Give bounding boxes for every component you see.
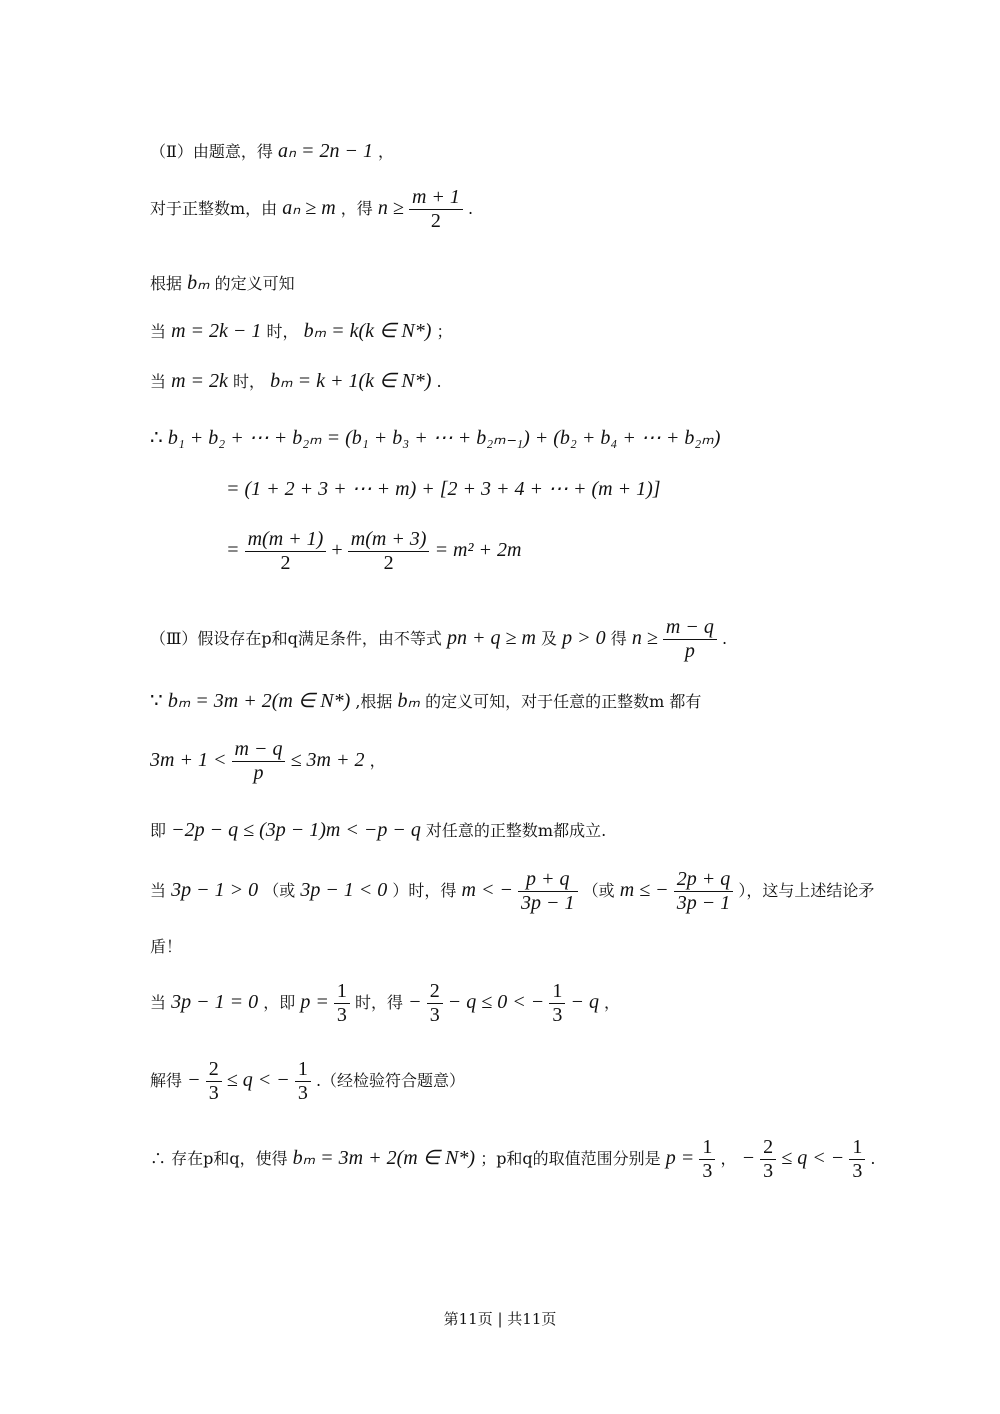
numerator: m(m + 3)	[348, 528, 430, 552]
denominator: 2	[280, 552, 291, 574]
text: ；p和q的取值范围分别是	[480, 1149, 661, 1168]
numerator: 1	[699, 1136, 715, 1160]
denominator: p	[684, 640, 695, 662]
part3-line8	[150, 1058, 465, 1105]
text: 得	[610, 629, 627, 648]
an-formula: aₙ = 2n − 1	[277, 140, 373, 162]
part2-line1	[150, 138, 394, 163]
numerator: m + 1	[409, 186, 463, 210]
sum-line3	[226, 528, 521, 575]
period: .	[468, 199, 474, 218]
text: 时，	[266, 322, 299, 341]
minus: −	[408, 991, 422, 1013]
text: （或	[582, 881, 615, 900]
denominator: 3	[336, 1004, 347, 1026]
text: ∴ 存在p和q，使得	[150, 1149, 288, 1168]
denominator: 3	[208, 1082, 219, 1104]
sum-equation: = (1 + 2 + 3 + ⋯ + m) + [2 + 3 + 4 + ⋯ + (m + 1)]	[226, 478, 661, 500]
part2-line3	[150, 270, 295, 295]
denominator: p	[253, 762, 264, 784]
text: 当	[150, 881, 167, 900]
expression: − q	[570, 991, 599, 1013]
comma: ，	[604, 993, 621, 1012]
part3-line3	[150, 738, 386, 785]
numerator: m − q	[232, 738, 286, 762]
period: .	[870, 1149, 876, 1168]
part2-intro: （Ⅱ）由题意，得	[150, 142, 273, 161]
part3-line4	[150, 818, 606, 842]
comma: ，	[378, 142, 395, 161]
because-symbol: ∵	[150, 690, 163, 712]
fraction	[663, 616, 717, 663]
text: 对于正整数m，由	[150, 199, 278, 218]
text: ）时，得	[392, 881, 457, 900]
text: 当	[150, 993, 167, 1012]
equation: bₘ = 3m + 2(m ∈ N*)	[292, 1147, 476, 1169]
result: bₘ = k + 1(k ∈ N*)	[270, 370, 432, 392]
part2-line4	[150, 318, 453, 343]
equation: p =	[665, 1147, 695, 1169]
inequality: 3m + 1 <	[150, 749, 227, 771]
numerator: 1	[334, 980, 350, 1004]
inequality: n ≥	[631, 627, 658, 649]
fraction	[409, 186, 463, 233]
fraction	[699, 1136, 715, 1183]
part3-line1	[150, 616, 727, 663]
denominator: 3	[763, 1160, 774, 1182]
numerator: p + q	[518, 868, 578, 892]
text: ，即	[263, 993, 296, 1012]
inequality: ≤ q < −	[781, 1147, 845, 1169]
minus: −	[741, 1147, 756, 1169]
text: 的定义可知，对于任意的正整数m 都有	[425, 692, 702, 711]
fraction	[232, 738, 286, 785]
fraction	[674, 868, 734, 915]
text: （或	[263, 881, 296, 900]
condition: 3p − 1 = 0	[171, 991, 259, 1013]
sum-line1	[150, 425, 720, 450]
part3-line5	[150, 868, 874, 915]
fraction	[849, 1136, 865, 1183]
condition: 3p − 1 > 0	[171, 879, 259, 901]
text: ,根据	[355, 692, 393, 711]
text: .（经检验符合题意）	[315, 1071, 466, 1090]
period: .	[721, 629, 728, 648]
plus: +	[331, 539, 343, 561]
text: 时，得	[355, 993, 404, 1012]
bm-symbol: bₘ	[187, 272, 210, 294]
inequality: ≤ 3m + 2	[290, 749, 365, 771]
inequality: pn + q ≥ m	[447, 627, 536, 649]
text: 当	[150, 372, 167, 391]
denominator: 2	[430, 210, 441, 232]
sum-line2	[226, 476, 661, 501]
denominator: 3	[429, 1004, 440, 1026]
numerator: 2p + q	[674, 868, 734, 892]
text: 盾！	[150, 937, 183, 956]
fraction	[760, 1136, 776, 1183]
text: 当	[150, 322, 167, 341]
denominator: 3	[297, 1082, 308, 1104]
denominator: 2	[383, 552, 394, 574]
bm-symbol: bₘ	[397, 690, 420, 712]
text: ，得	[340, 199, 373, 218]
part3-line6	[150, 934, 182, 957]
numerator: m(m + 1)	[245, 528, 327, 552]
numerator: 1	[295, 1058, 311, 1082]
inequality: −2p − q ≤ (3p − 1)m < −p − q	[171, 819, 421, 841]
numerator: 2	[206, 1058, 222, 1082]
therefore-symbol: ∴	[150, 427, 163, 449]
numerator: 2	[760, 1136, 776, 1160]
fraction	[295, 1058, 311, 1105]
text: 对任意的正整数m都成立.	[425, 821, 607, 840]
equation: bₘ = 3m + 2(m ∈ N*)	[167, 690, 351, 712]
numerator: 2	[427, 980, 443, 1004]
inequality: aₙ ≥ m	[282, 197, 336, 219]
fraction	[427, 980, 443, 1027]
fraction	[348, 528, 430, 575]
text: 解得	[150, 1071, 183, 1090]
sum-equation: b₁ + b₂ + ⋯ + b₂ₘ = (b₁ + b₃ + ⋯ + b₂ₘ₋₁) + (b₂ + b₄ + ⋯ + b₂ₘ)	[167, 427, 721, 449]
text: 根据	[150, 274, 183, 293]
period: .	[436, 372, 442, 391]
comma: ，	[369, 751, 386, 770]
condition: m = 2k	[171, 370, 228, 392]
text: 时，	[233, 372, 266, 391]
text: ；	[436, 322, 453, 341]
inequality: ≤ q < −	[226, 1069, 290, 1091]
equals: =	[226, 539, 240, 561]
page-footer: 第11页 | 共11页	[443, 1310, 557, 1328]
text: 的定义可知	[214, 274, 295, 293]
part3-line2	[150, 688, 701, 713]
text: （Ⅲ）假设存在p和q满足条件，由不等式	[150, 629, 442, 648]
inequality: m < −	[461, 879, 513, 901]
equation: p =	[300, 991, 329, 1013]
minus: −	[187, 1069, 201, 1091]
denominator: 3p − 1	[521, 892, 575, 914]
fraction	[334, 980, 350, 1027]
text: 即	[150, 821, 167, 840]
part2-line2	[150, 186, 473, 233]
denominator: 3p − 1	[676, 892, 731, 914]
inequality: m ≤ −	[619, 879, 669, 901]
fraction	[245, 528, 327, 575]
result: = m² + 2m	[434, 539, 522, 561]
denominator: 3	[702, 1160, 713, 1182]
fraction	[549, 980, 565, 1027]
fraction	[206, 1058, 222, 1105]
part2-line5	[150, 368, 442, 393]
inequality: n ≥	[377, 197, 404, 219]
denominator: 3	[852, 1160, 863, 1182]
numerator: 1	[549, 980, 565, 1004]
denominator: 3	[552, 1004, 563, 1026]
text: 及	[541, 629, 558, 648]
result: bₘ = k(k ∈ N*)	[303, 320, 432, 342]
numerator: 1	[849, 1136, 865, 1160]
comma: ，	[720, 1149, 737, 1168]
condition: m = 2k − 1	[171, 320, 262, 342]
inequality: p > 0	[562, 627, 606, 649]
text: ），这与上述结论矛	[738, 881, 875, 900]
part3-line9	[150, 1136, 876, 1183]
numerator: m − q	[663, 616, 717, 640]
part3-line7	[150, 980, 620, 1027]
inequality: − q ≤ 0 < −	[447, 991, 545, 1013]
condition: 3p − 1 < 0	[300, 879, 388, 901]
fraction	[518, 868, 578, 915]
